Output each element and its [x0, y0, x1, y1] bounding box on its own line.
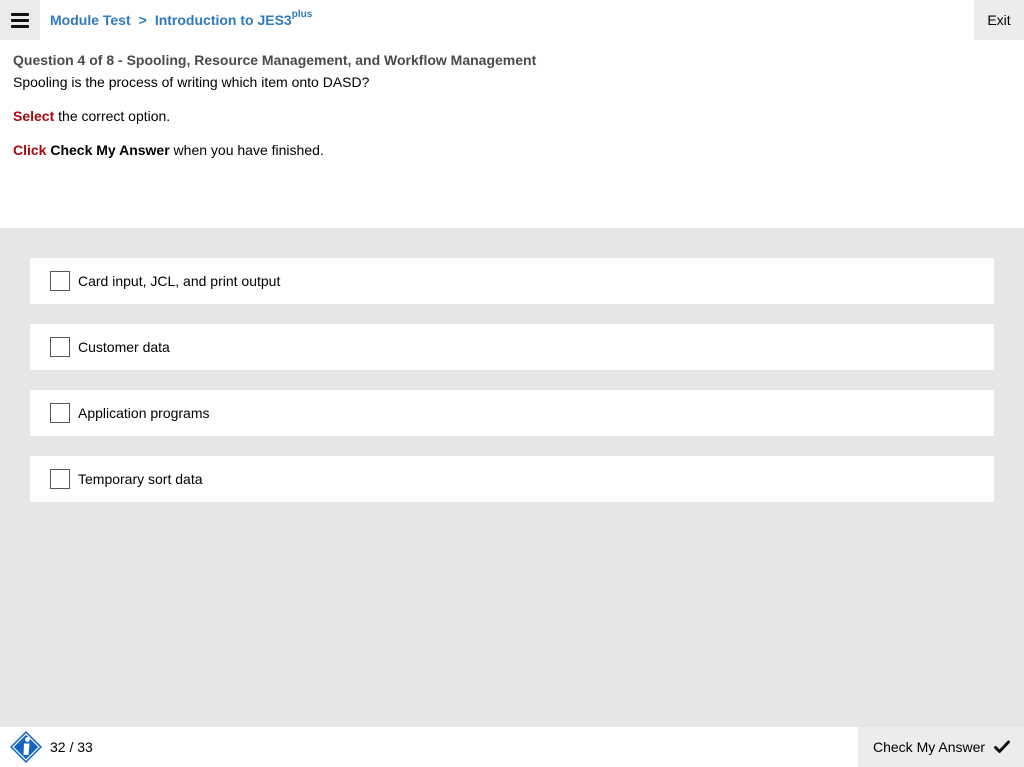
answer-option-4[interactable]: [30, 456, 994, 502]
breadcrumb: [50, 9, 313, 28]
select-instruction-text: the correct option.: [54, 108, 171, 124]
page-counter: 32 / 33: [50, 739, 93, 755]
check-my-answer-button[interactable]: [858, 727, 1024, 767]
question-title: Question 4 of 8 - Spooling, Resource Management, and Workflow Management: [13, 52, 537, 68]
hamburger-line: [11, 25, 29, 28]
top-bar: [0, 0, 1024, 40]
click-keyword: Click: [13, 142, 47, 158]
checkbox[interactable]: [50, 403, 70, 423]
click-instruction: [13, 142, 1013, 158]
check-my-answer-label: Check My Answer: [873, 739, 986, 755]
info-diamond-logo-icon: [10, 731, 42, 763]
footer-bar: [0, 727, 1024, 767]
answer-options-area: [0, 228, 1024, 727]
checkbox[interactable]: [50, 337, 70, 357]
checkbox[interactable]: [50, 271, 70, 291]
answer-option-1[interactable]: [30, 258, 994, 304]
question-panel: [13, 52, 1013, 158]
answer-option-2[interactable]: [30, 324, 994, 370]
breadcrumb-course-title[interactable]: Introduction to JES3: [154, 12, 292, 28]
breadcrumb-course-superscript: plus: [291, 9, 313, 20]
select-keyword: Select: [13, 108, 55, 124]
answer-option-label: Temporary sort data: [78, 471, 203, 487]
menu-button[interactable]: [0, 0, 40, 40]
select-instruction: [13, 108, 1013, 124]
answer-option-label: Customer data: [78, 339, 170, 355]
answer-option-3[interactable]: [30, 390, 994, 436]
breadcrumb-module-test[interactable]: Module Test: [50, 12, 131, 28]
checkmark-icon: [994, 740, 1010, 754]
answer-option-label: Application programs: [78, 405, 210, 421]
click-instruction-text: when you have finished.: [169, 142, 324, 158]
checkbox[interactable]: [50, 469, 70, 489]
hamburger-line: [11, 13, 29, 16]
answer-option-label: Card input, JCL, and print output: [78, 273, 281, 289]
breadcrumb-separator: >: [138, 12, 147, 28]
exit-button[interactable]: Exit: [974, 0, 1024, 40]
question-text: Spooling is the process of writing which item onto DASD?: [13, 74, 370, 90]
click-instruction-button-name: Check My Answer: [50, 142, 170, 158]
hamburger-line: [11, 19, 29, 22]
